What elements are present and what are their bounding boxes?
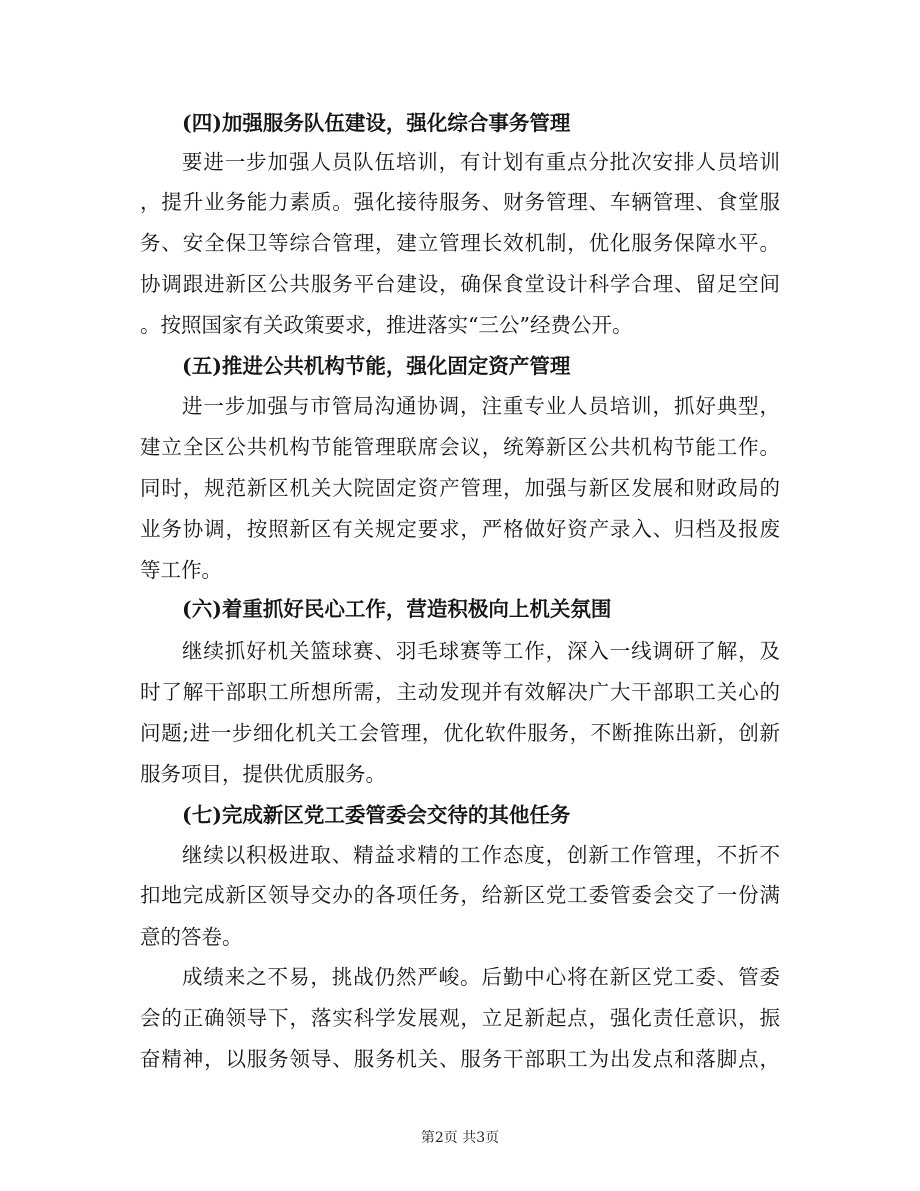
section-heading: (七)完成新区党工委管委会交待的其他任务 <box>182 803 571 827</box>
paragraph-line: 等工作。 <box>140 558 222 582</box>
paragraph-line: 同时，规范新区机关大院固定资产管理，加强与新区发展和财政局的 <box>140 476 780 500</box>
section-heading: (六)着重抓好民心工作，营造积极向上机关氛围 <box>182 597 612 621</box>
paragraph-line: 建立全区公共机构节能管理联席会议，统筹新区公共机构节能工作。 <box>140 435 780 459</box>
paragraph-line: 意的答卷。 <box>140 925 243 949</box>
paragraph-line: ，提升业务能力素质。强化接待服务、财务管理、车辆管理、食堂服 <box>140 190 780 214</box>
paragraph-line: 继续以积极进取、精益求精的工作态度，创新工作管理，不折不 <box>182 843 780 867</box>
paragraph-line: 时了解干部职工所想所需，主动发现并有效解决广大干部职工关心的 <box>140 680 780 704</box>
page-number: 第2页 共3页 <box>420 1130 500 1146</box>
paragraph-line: 服务项目，提供优质服务。 <box>140 762 386 786</box>
paragraph-line: 业务协调，按照新区有关规定要求，严格做好资产录入、归档及报废 <box>140 517 780 541</box>
paragraph-line: 奋精神，以服务领导、服务机关、服务干部职工为出发点和落脚点， <box>140 1047 780 1071</box>
paragraph-line: 会的正确领导下，落实科学发展观，立足新起点，强化责任意识，振 <box>140 1006 780 1030</box>
paragraph-line: 问题;进一步细化机关工会管理，优化软件服务，不断推陈出新，创新 <box>140 721 780 745</box>
paragraph-line: 协调跟进新区公共服务平台建设，确保食堂设计科学合理、留足空间 <box>140 272 780 296</box>
paragraph-line: 。按照国家有关政策要求，推进落实“三公”经费公开。 <box>140 313 633 337</box>
paragraph-line: 要进一步加强人员队伍培训，有计划有重点分批次安排人员培训 <box>182 150 780 174</box>
paragraph-line: 继续抓好机关篮球赛、羽毛球赛等工作，深入一线调研了解，及 <box>182 639 780 663</box>
section-heading: (五)推进公共机构节能，强化固定资产管理 <box>182 354 571 378</box>
section-heading: (四)加强服务队伍建设，强化综合事务管理 <box>182 111 571 135</box>
paragraph-line: 务、安全保卫等综合管理，建立管理长效机制，优化服务保障水平。 <box>140 231 780 255</box>
paragraph-line: 成绩来之不易，挑战仍然严峻。后勤中心将在新区党工委、管委 <box>182 965 780 989</box>
paragraph-line: 扣地完成新区领导交办的各项任务，给新区党工委管委会交了一份满 <box>140 883 780 907</box>
paragraph-line: 进一步加强与市管局沟通协调，注重专业人员培训，抓好典型， <box>182 394 780 418</box>
